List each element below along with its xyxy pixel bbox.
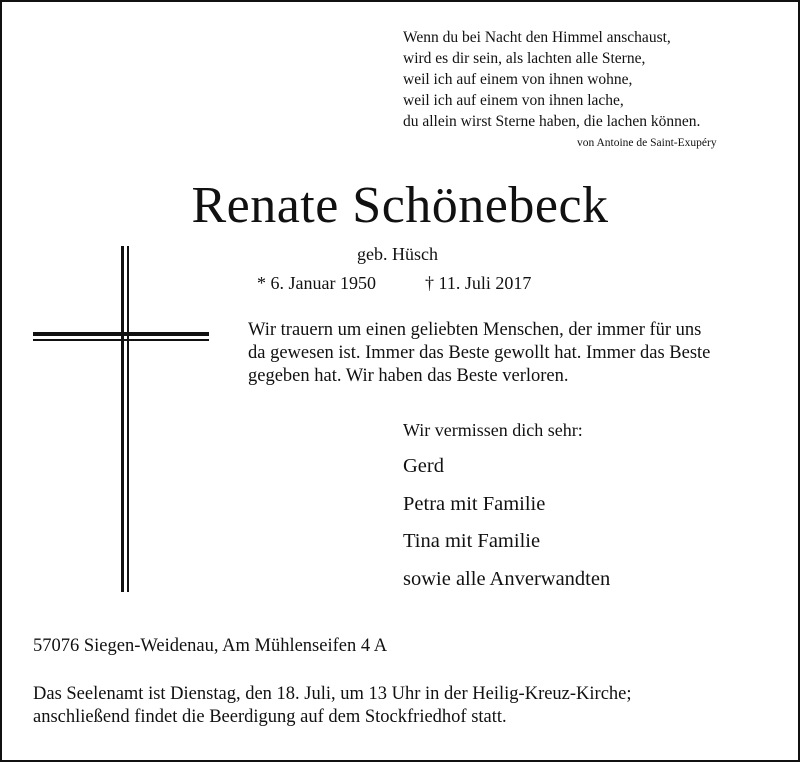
family-address: 57076 Siegen-Weidenau, Am Mühlenseifen 4 A	[33, 636, 388, 656]
poem	[403, 27, 743, 149]
birth-date: * 6. Januar 1950	[257, 273, 376, 293]
poem-line: du allein wirst Sterne haben, die lachen können.	[403, 113, 701, 130]
death-date: † 11. Juli 2017	[425, 273, 532, 293]
poem-author: von Antoine de Saint-Exupéry	[577, 137, 717, 149]
message-line: gegeben hat. Wir haben das Beste verloren.	[248, 366, 569, 386]
poem-line: Wenn du bei Nacht den Himmel anschaust,	[403, 29, 671, 46]
mourner-name: Gerd	[403, 455, 444, 477]
mourners-list	[403, 452, 610, 602]
deceased-name: Renate Schönebeck	[191, 177, 609, 234]
poem-line: weil ich auf einem von ihnen wohne,	[403, 71, 633, 88]
service-line: Das Seelenamt ist Dienstag, den 18. Juli, um 13 Uhr in der Heilig-Kreuz-Kirche;	[33, 684, 632, 704]
message-line: Wir trauern um einen geliebten Menschen, der immer für uns	[248, 320, 702, 340]
mourning-message	[248, 319, 768, 388]
service-line: anschließend findet die Beerdigung auf dem Stockfriedhof statt.	[33, 707, 507, 727]
service-notice	[33, 683, 632, 729]
mourners-intro: Wir vermissen dich sehr:	[403, 420, 583, 440]
mourner-name: Petra mit Familie	[403, 492, 546, 515]
poem-line: wird es dir sein, als lachten alle Sterne,	[403, 50, 646, 67]
message-line: da gewesen ist. Immer das Beste gewollt hat. Immer das Beste	[248, 343, 711, 363]
mourner-name: sowie alle Anverwandten	[403, 567, 611, 590]
maiden-name: geb. Hüsch	[357, 244, 438, 264]
poem-line: weil ich auf einem von ihnen lache,	[403, 92, 624, 109]
mourner-name: Tina mit Familie	[403, 530, 541, 552]
